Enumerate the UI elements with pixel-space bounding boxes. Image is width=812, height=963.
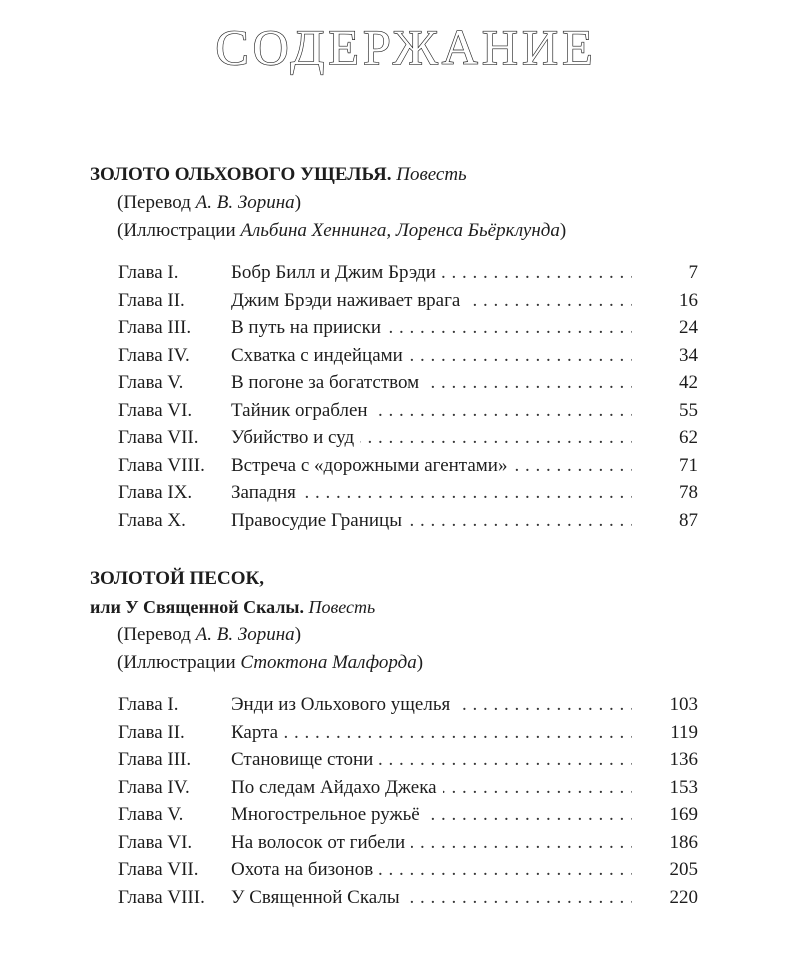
chapter-title-leader [231,479,698,507]
translation-credit [0,621,812,649]
chapter-title: На волосок от гибели [231,832,411,853]
translation-suffix: ) [294,624,302,645]
illustration-prefix: (Иллюстрации [117,220,241,241]
chapter-title: Схватка с индейцами [231,345,409,366]
chapter-title-leader [231,746,698,774]
toc-entry [0,424,812,452]
page-number: 42 [632,369,698,397]
chapter-title-leader [231,884,698,912]
illustration-suffix: ) [559,220,567,241]
chapter-title-leader [231,287,698,315]
chapter-list [0,259,812,534]
toc-entry [0,287,812,315]
toc-entry [0,719,812,747]
chapter-title-leader [231,424,698,452]
page-number: 153 [632,774,698,802]
chapter-title-leader [231,856,698,884]
chapter-title-leader [231,342,698,370]
chapter-number: Глава III. [118,317,192,338]
page-number: 119 [632,719,698,747]
chapter-title-leader [231,507,698,535]
page-number: 34 [632,342,698,370]
chapter-title-leader [231,314,698,342]
chapter-number: Глава VIII. [118,454,205,476]
chapter-number: Глава VI. [118,399,193,421]
illustration-credit [0,649,812,677]
chapter-title: Бобр Билл и Джим Брэди [231,262,442,283]
illustration-prefix: (Иллюстрации [117,652,241,673]
chapter-title: Встреча с «дорожными агентами» [231,455,513,476]
chapter-title-leader [231,829,698,857]
page-number: 186 [632,829,698,857]
page-number: 16 [632,287,698,315]
toc-entry [0,507,812,535]
section-subheading [0,593,812,621]
toc-entry [0,452,812,480]
section-genre: Повесть [308,597,376,617]
chapter-list [0,691,812,911]
chapter-number: Глава V. [118,804,184,825]
section-title: ЗОЛОТОЙ ПЕСОК, [90,568,265,589]
page-number: 55 [632,397,698,425]
toc-entry [0,369,812,397]
toc-entry [0,774,812,802]
page-number: 7 [632,259,698,287]
chapter-title: Становище стони [231,749,379,770]
page-number: 71 [632,452,698,480]
page-number: 220 [632,884,698,912]
chapter-number: Глава II. [118,721,185,743]
toc-entry [0,856,812,884]
illustrator-names: Стоктона Малфорда [240,652,417,673]
translator-name: А. В. Зорина [195,192,295,213]
chapter-title-leader [231,691,698,719]
translation-credit [0,189,812,217]
toc-entry [0,746,812,774]
page-number: 103 [632,691,698,719]
page-title: СОДЕРЖАНИЕ [215,19,597,75]
toc-entry [0,314,812,342]
chapter-title: В путь на прииски [231,317,387,338]
section-heading [0,161,812,189]
chapter-number: Глава IV. [118,344,190,366]
section-title: ЗОЛОТО ОЛЬХОВОГО УЩЕЛЬЯ. [90,164,392,185]
chapter-title-leader [231,801,698,829]
illustration-suffix: ) [416,652,424,673]
page-number: 78 [632,479,698,507]
translation-suffix: ) [294,192,302,213]
illustrator-names: Альбина Хеннинга, Лоренса Бьёрклунда [240,220,560,241]
page-number: 169 [632,801,698,829]
chapter-title-leader [231,719,698,747]
chapter-title: Западня [231,482,302,503]
toc-entry [0,884,812,912]
toc-entry [0,801,812,829]
illustration-credit [0,217,812,245]
chapter-title: У Священной Скалы [231,887,406,908]
chapter-title: Тайник ограблен [231,400,374,421]
chapter-title: По следам Айдахо Джека [231,777,443,798]
chapter-title: Энди из Ольхового ущелья [231,694,456,715]
chapter-title-leader [231,452,698,480]
section-subtitle: или У Священной Скалы. [90,597,304,617]
chapter-number: Глава IX. [118,482,193,503]
chapter-title: Охота на бизонов [231,859,379,880]
toc-section-2 [0,565,812,911]
chapter-title: Джим Брэди наживает врага [231,290,466,311]
chapter-number: Глава VII. [118,427,199,448]
page-number: 205 [632,856,698,884]
chapter-title: Карта [231,722,284,743]
toc-section-1 [0,161,812,534]
page-number: 62 [632,424,698,452]
chapter-number: Глава I. [118,694,179,715]
toc-entry [0,259,812,287]
chapter-number: Глава I. [118,262,179,283]
chapter-title: Многострельное ружьё [231,804,426,825]
page-number: 24 [632,314,698,342]
toc-entry [0,397,812,425]
chapter-number: Глава III. [118,749,192,770]
section-heading [0,565,812,593]
chapter-title: В погоне за богатством [231,372,425,393]
chapter-number: Глава II. [118,289,185,311]
toc-entry [0,479,812,507]
chapter-number: Глава V. [118,372,184,393]
chapter-number: Глава IV. [118,776,190,798]
translator-name: А. В. Зорина [195,624,295,645]
page-number: 136 [632,746,698,774]
translation-prefix: (Перевод [117,624,196,645]
chapter-title-leader [231,397,698,425]
section-genre: Повесть [396,164,467,185]
chapter-title: Правосудие Границы [231,510,408,531]
chapter-number: Глава X. [118,509,186,531]
toc-entry [0,691,812,719]
translation-prefix: (Перевод [117,192,196,213]
chapter-title-leader [231,369,698,397]
page-number: 87 [632,507,698,535]
toc-entry [0,342,812,370]
chapter-number: Глава VII. [118,859,199,880]
chapter-number: Глава VI. [118,831,193,853]
chapter-title-leader [231,259,698,287]
chapter-title-leader [231,774,698,802]
toc-entry [0,829,812,857]
chapter-number: Глава VIII. [118,886,205,908]
chapter-title: Убийство и суд [231,427,360,448]
